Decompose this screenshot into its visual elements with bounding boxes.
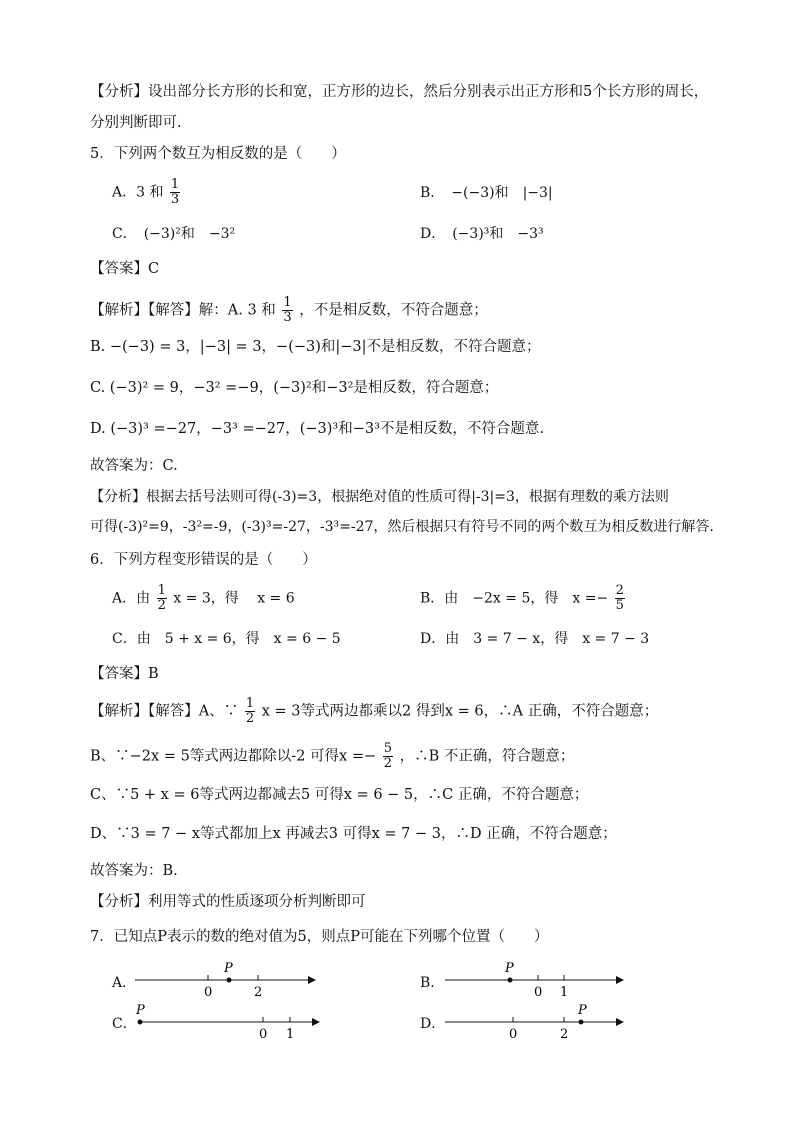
arrow-head-icon: [616, 976, 624, 984]
q6-answer: 【答案】B: [90, 666, 159, 682]
q5-answer: 【答案】C: [90, 261, 160, 277]
q5-option-d: D． (−3)³和 −3³: [420, 226, 544, 242]
tick-label: 1: [560, 985, 569, 1000]
q7-option-b-number-line: [440, 958, 635, 1000]
arrow-head-icon: [312, 1018, 320, 1026]
point-p-dot: [138, 1020, 143, 1025]
fraction-denominator: 3: [283, 310, 292, 325]
q6-explanation-1-post: x = 3等式两边都乘以2 得到x = 6，∴A 正确，不符合题意；: [261, 703, 659, 720]
intro-analysis-line-2: 分别判断即可.: [90, 115, 182, 131]
fraction-denominator: 2: [245, 711, 255, 726]
fraction-denominator: 2: [157, 598, 166, 613]
q5-explanation-1: [90, 296, 488, 325]
point-p-label: P: [505, 961, 514, 976]
tick-label: 2: [560, 1027, 569, 1042]
q5-analysis-1: 【分析】根据去括号法则可得(-3)=3，根据绝对值的性质可得|-3|=3，根据有理数的乘方法则: [90, 489, 669, 505]
q6-option-b-pre: B．由 −2x = 5，得 x =−: [420, 590, 609, 607]
q6-explanation-1: [90, 697, 658, 726]
arrow-head-icon: [616, 1018, 624, 1026]
q5-explanation-1-pre: 【解析】【解答】解：A. 3 和: [90, 302, 276, 319]
fraction-denominator: 3: [170, 192, 180, 207]
point-p-label: P: [578, 1003, 587, 1018]
q7-option-d-label: D．: [420, 1016, 446, 1032]
fraction-denominator: 5: [615, 598, 624, 613]
q6-option-a: [112, 584, 295, 613]
q7-option-c-label: C．: [112, 1016, 137, 1032]
q5-option-a-text: A．3 和: [112, 184, 164, 201]
q6-explanation-1-pre: 【解析】【解答】A、∵: [90, 703, 239, 720]
q5-explanation-2: B. −(−3) = 3，|−3| = 3，−(−3)和|−3|不是相反数，不符合题意；: [90, 339, 541, 355]
fraction-numerator: 1: [170, 177, 180, 192]
q5-explanation-1-post: ，不是相反数，不符合题意；: [299, 302, 488, 319]
q6-option-b: [420, 584, 627, 613]
q5-option-a: [112, 178, 182, 207]
tick-label: 1: [286, 1027, 295, 1042]
tick-label: 0: [204, 985, 213, 1000]
q6-explanation-2: [90, 742, 574, 771]
q6-explanation-2-pre: B、∵−2x = 5等式两边都除以-2 可得x =−: [90, 748, 377, 765]
q5-analysis-2: 可得(-3)²=9，-3²=-9，(-3)³=-27，-3³=-27，然后根据只有符号不同的两个数互为相反数进行解答.: [90, 519, 714, 535]
fraction-numerator: 1: [157, 583, 166, 598]
q7-option-c-number-line: [130, 1000, 330, 1042]
fraction-numerator: 5: [383, 741, 393, 756]
q7-option-d-number-line: [440, 1000, 635, 1042]
arrow-head-icon: [308, 976, 316, 984]
point-p-dot: [579, 1020, 584, 1025]
point-p-dot: [508, 978, 513, 983]
q6-option-a-post: x = 3，得 x = 6: [173, 590, 295, 607]
fraction-numerator: 1: [283, 295, 292, 310]
q6-option-d: D．由 3 = 7 − x，得 x = 7 − 3: [420, 631, 650, 647]
fraction-numerator: 2: [615, 583, 624, 598]
tick-label: 0: [534, 985, 543, 1000]
q6-option-a-fraction: [157, 584, 167, 613]
q6-analysis: 【分析】利用等式的性质逐项分析判断即可: [90, 894, 366, 910]
q5-explanation-3: C. (−3)² = 9，−3² =−9，(−3)²和−3²是相反数，符合题意；: [90, 380, 499, 396]
q5-explanation-4: D. (−3)³ =−27，−3³ =−27，(−3)³和−3³不是相反数，不符合题意.: [90, 421, 545, 437]
q6-explanation-2-post: ，∴B 不正确，符合题意；: [399, 748, 575, 765]
intro-analysis-line-1: 【分析】设出部分长方形的长和宽，正方形的边长，然后分别表示出正方形和5个长方形的周长，: [90, 84, 709, 100]
tick-label: 0: [509, 1027, 518, 1042]
q5-option-c: C． (−3)²和 −3²: [112, 226, 236, 242]
point-p-dot: [227, 978, 232, 983]
q6-explanation-4: D、∵3 = 7 − x等式都加上x 再减去3 可得x = 7 − 3，∴D 正确，不符合题意；: [90, 826, 617, 842]
q6-explanation-3: C、∵5 + x = 6等式两边都减去5 可得x = 6 − 5，∴C 正确，不符合题意；: [90, 787, 589, 803]
q7-stem: 7．已知点P表示的数的绝对值为5，则点P可能在下列哪个位置（ ）: [90, 929, 549, 945]
q6-option-c: C．由 5 + x = 6，得 x = 6 − 5: [112, 631, 341, 647]
tick-label: 2: [254, 985, 263, 1000]
q5-option-b: B． −(−3)和 |−3|: [420, 185, 553, 201]
fraction-numerator: 1: [245, 696, 255, 711]
q6-explanation-1-fraction: [245, 697, 255, 726]
q5-stem: 5．下列两个数互为相反数的是（ ）: [90, 146, 346, 162]
fraction-denominator: 2: [383, 756, 393, 771]
point-p-label: P: [136, 1003, 145, 1018]
q5-final-answer: 故答案为：C.: [90, 458, 178, 474]
q6-option-a-pre: A．由: [112, 590, 151, 607]
q6-option-b-fraction: [615, 584, 625, 613]
q5-option-a-fraction: [170, 178, 180, 207]
q7-option-b-label: B．: [420, 975, 445, 991]
q7-option-a-number-line: [130, 958, 325, 1000]
q6-stem: 6．下列方程变形错误的是（ ）: [90, 552, 317, 568]
point-p-label: P: [224, 961, 233, 976]
q5-explanation-1-fraction: [282, 296, 292, 325]
q6-final-answer: 故答案为：B.: [90, 863, 178, 879]
tick-label: 0: [259, 1027, 268, 1042]
q6-explanation-2-fraction: [383, 742, 393, 771]
q7-option-a-label: A．: [112, 975, 137, 991]
